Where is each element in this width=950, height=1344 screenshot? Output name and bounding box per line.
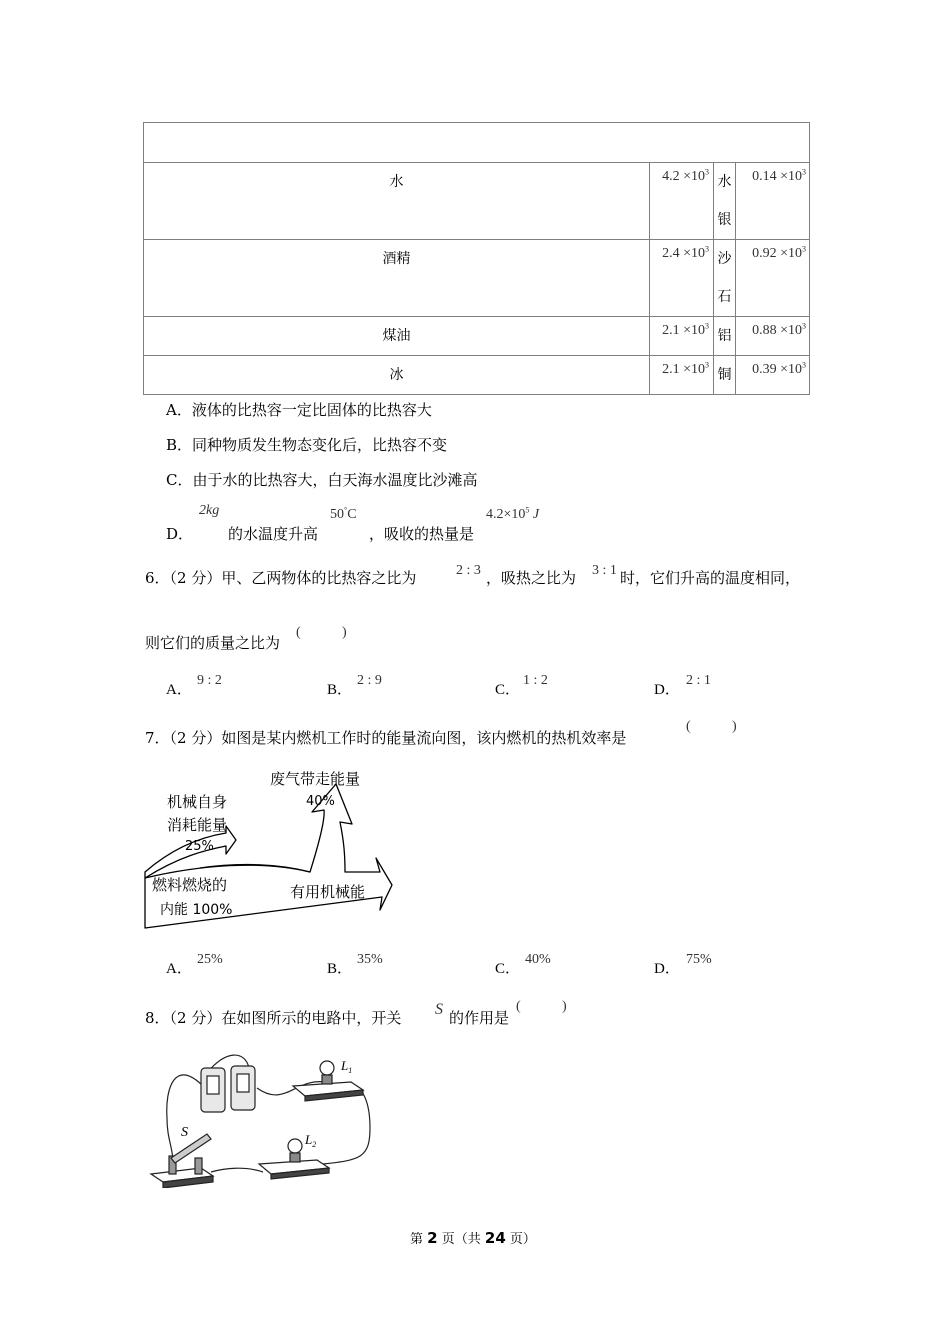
q7-option-c-value: 40% [525,952,551,967]
solid-name: 水 银 [714,163,736,240]
q6-ratio-heat: 3 : 1 [592,563,617,578]
mech-loss-line2: 消耗能量 [167,816,228,834]
q8-switch-symbol: S [435,1001,443,1018]
solid-name: 沙 石 [714,240,736,317]
q5-d-mass: 2kg [199,503,220,518]
q8-stem-part1: 8．（2 分）在如图所示的电路中，开关 [145,1009,402,1027]
q8-stem-part2: 的作用是 [449,1009,510,1027]
q6-paren-close: ) [342,625,347,640]
table-row [144,163,810,240]
q5-d-text2: ，吸收的热量是 [369,525,475,543]
solid-name: 铝 [714,317,736,356]
q6-ratio-heat-capacity: 2 : 3 [456,563,481,578]
energy-flow-diagram [140,760,400,935]
table-row [144,240,810,317]
switch-label: S [181,1125,188,1140]
lamp1-base [322,1075,332,1084]
liquid-value: $2.1 \times 10^3$ [650,317,714,356]
fuel-energy-line2: 内能 100% [160,902,233,918]
wire [211,1168,263,1172]
q7-paren-close: ) [732,719,737,734]
footer-suffix: 页） [509,1232,536,1247]
liquid-value: $4.2 \times 10^3$ [650,163,714,240]
footer-middle: 页（共 [441,1232,481,1247]
liquid-value: $2.1 \times 10^3$ [650,356,714,395]
fuel-energy-line1: 燃料燃烧的 [152,876,228,894]
battery-1-label [207,1076,219,1094]
liquid-value: $2.4 \times 10^3$ [650,240,714,317]
q6-stem-part4: 则它们的质量之比为 [145,634,281,652]
q5-option-d-label: D． [166,525,194,543]
footer-prefix: 第 [410,1232,424,1247]
q8-paren-close: ) [562,999,567,1014]
q7-option-c-label: C． [495,961,521,977]
q6-stem-part2: ，吸热之比为 [486,569,577,587]
footer-total-pages: 24 [484,1229,506,1247]
q7-option-a-label: A． [166,961,192,977]
q6-option-d-value: 2 : 1 [686,673,711,688]
liquid-name: 冰 [144,356,650,395]
mech-loss-percent: 25% [185,839,214,854]
lamp1-bulb [320,1061,334,1075]
footer-page-number: 2 [427,1229,438,1247]
table-row [144,317,810,356]
solid-name: 铜 [714,356,736,395]
q6-option-b-label: B． [327,682,353,698]
liquid-name: 水 [144,163,650,240]
table-header-row [144,123,810,163]
liquid-name: 酒精 [144,240,650,317]
q6-option-a-value: 9 : 2 [197,673,222,688]
q7-option-b-value: 35% [357,952,383,967]
q7-paren-open: ( [686,719,691,734]
exhaust-label: 废气带走能量 [270,770,361,788]
lamp2-bulb [288,1139,302,1153]
q8-paren-open: ( [516,999,521,1014]
table-row [144,356,810,395]
useful-energy-label: 有用机械能 [290,883,366,901]
q6-stem-part1: 6．（2 分）甲、乙两物体的比热容之比为 [145,569,417,587]
switch-contact [195,1158,202,1174]
mech-loss-line1: 机械自身 [167,793,228,811]
battery-2-label [237,1074,249,1092]
q7-option-a-value: 25% [197,952,223,967]
q6-stem-part3: 时，它们升高的温度相同， [620,569,801,587]
q6-paren-open: ( [296,625,301,640]
q7-option-b-label: B． [327,961,353,977]
q5-d-energy: $4.2\times 10^5$ J [486,505,540,522]
q5-d-text1: 的水温度升高 [228,525,319,543]
table-header-cell [144,123,810,163]
q5-option-a: A．液体的比热容一定比固体的比热容大 [166,401,432,419]
q6-option-d-label: D． [654,682,680,698]
switch-lever [171,1134,211,1163]
page-footer [410,1228,536,1247]
exhaust-percent: 40% [306,794,335,809]
q5-d-temp: 50°C [330,505,357,522]
q5-option-c: C．由于水的比热容大，白天海水温度比沙滩高 [166,471,478,489]
q6-option-a-label: A． [166,682,192,698]
solid-value: $0.88 \times 10^3$ [736,317,810,356]
solid-value: $0.92 \times 10^3$ [736,240,810,317]
solid-value: $0.14 \times 10^3$ [736,163,810,240]
q6-option-b-value: 2 : 9 [357,673,382,688]
q6-option-c-value: 1 : 2 [523,673,548,688]
q6-option-c-label: C． [495,682,521,698]
lamp2-base [290,1153,300,1162]
q7-option-d-value: 75% [686,952,712,967]
solid-value: $0.39 \times 10^3$ [736,356,810,395]
q7-stem-text: 7．（2 分）如图是某内燃机工作时的能量流向图，该内燃机的热机效率是 [145,729,627,747]
liquid-name: 煤油 [144,317,650,356]
q7-option-d-label: D． [654,961,680,977]
q5-option-b: B．同种物质发生物态变化后，比热容不变 [166,436,448,454]
lamp2-label: $L_2$ [305,1132,317,1149]
lamp1-label: $L_1$ [341,1058,353,1075]
circuit-diagram [145,1048,385,1188]
specific-heat-table [143,122,810,395]
